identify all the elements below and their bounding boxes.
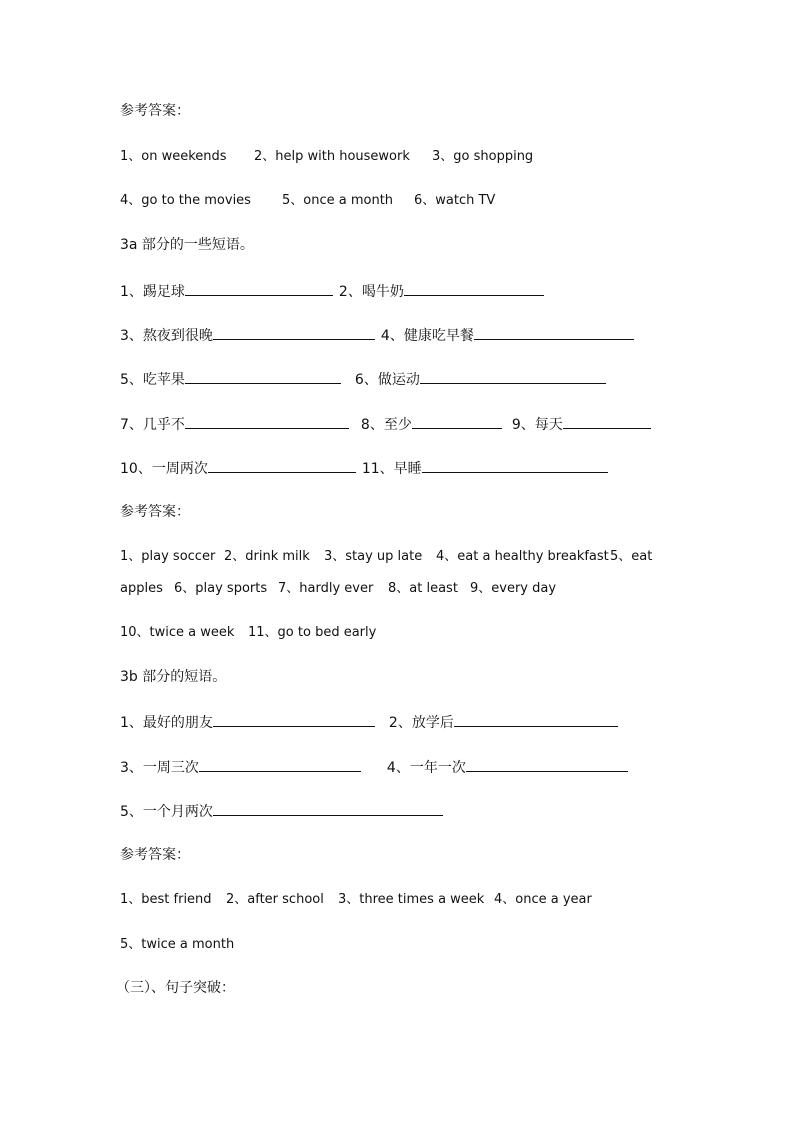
answer-blank[interactable] — [466, 757, 628, 772]
exercise-item: 5、吃苹果 — [120, 372, 185, 388]
answer-row — [120, 547, 652, 567]
answer-item: 3、go shopping — [432, 149, 534, 164]
answer-row — [120, 579, 556, 599]
answer-blank[interactable] — [185, 414, 349, 429]
answer-blank[interactable] — [420, 369, 606, 384]
answer-item: 8、at least — [388, 581, 458, 596]
exercise-row — [120, 801, 449, 821]
answer-item: 1、on weekends — [120, 149, 227, 164]
answer-item: 9、every day — [470, 581, 557, 596]
answer-blank[interactable] — [199, 757, 361, 772]
exercise-item: 6、做运动 — [354, 372, 420, 388]
answer-blank[interactable] — [213, 325, 375, 340]
exercise-row — [120, 458, 614, 478]
answer-blank[interactable] — [563, 414, 651, 429]
exercise-row — [120, 325, 640, 345]
answer-row — [120, 623, 376, 643]
exercise-row — [120, 281, 550, 301]
exercise-item: 4、一年一次 — [386, 760, 466, 776]
exercise-item: 1、踢足球 — [120, 284, 185, 300]
exercise-item: 8、至少 — [360, 417, 412, 433]
answer-item: 10、twice a week — [120, 625, 235, 640]
answer-blank[interactable] — [412, 414, 502, 429]
answer-item: 4、go to the movies — [120, 193, 251, 208]
answer-item: 2、after school — [226, 892, 324, 907]
answer-blank[interactable] — [213, 801, 443, 816]
exercise-item: 5、一个月两次 — [120, 804, 213, 820]
answer-item: 7、hardly ever — [278, 581, 374, 596]
answer-item: 2、help with housework — [254, 149, 410, 164]
exercise-item: 3、一周三次 — [120, 760, 199, 776]
exercise-row — [120, 414, 657, 434]
answer-blank[interactable] — [422, 458, 608, 473]
answer-item: 11、go to bed early — [248, 625, 377, 640]
section-title-sentences: （三）、句子突破： — [116, 980, 235, 996]
answer-row — [120, 191, 495, 211]
answer-heading-2: 参考答案： — [120, 504, 190, 520]
exercise-row — [120, 757, 634, 777]
exercise-item: 2、放学后 — [388, 715, 454, 731]
exercise-item: 1、最好的朋友 — [120, 715, 213, 731]
answer-blank[interactable] — [213, 712, 375, 727]
answer-item: 6、play sports — [174, 581, 268, 596]
answer-item: 5、eat — [610, 549, 653, 564]
answer-item: 3、stay up late — [324, 549, 423, 564]
answer-item: 4、once a year — [494, 892, 592, 907]
answer-blank[interactable] — [185, 369, 341, 384]
answer-item: 1、best friend — [120, 892, 212, 907]
exercise-row — [120, 712, 624, 732]
answer-blank[interactable] — [208, 458, 356, 473]
exercise-row — [120, 369, 612, 389]
answer-heading-1: 参考答案： — [120, 103, 190, 119]
answer-item: 5、twice a month — [120, 937, 235, 952]
answer-item: 2、drink milk — [224, 549, 310, 564]
exercise-item: 2、喝牛奶 — [338, 284, 404, 300]
exercise-item: 9、每天 — [511, 417, 563, 433]
exercise-item: 10、一周两次 — [120, 461, 208, 477]
answer-row — [120, 890, 592, 910]
answer-item: 5、once a month — [282, 193, 394, 208]
answer-item: apples — [120, 581, 163, 596]
exercise-item: 11、早睡 — [361, 461, 422, 477]
exercise-item: 3、熬夜到很晚 — [120, 328, 213, 344]
answer-item: 3、three times a week — [338, 892, 485, 907]
answer-row — [120, 147, 533, 167]
answer-row — [120, 935, 234, 955]
exercise-item: 4、健康吃早餐 — [380, 328, 474, 344]
answer-blank[interactable] — [404, 281, 544, 296]
exercise-item: 7、几乎不 — [120, 417, 185, 433]
answer-blank[interactable] — [454, 712, 618, 727]
answer-item: 6、watch TV — [414, 193, 496, 208]
answer-heading-3: 参考答案： — [120, 847, 190, 863]
answer-blank[interactable] — [185, 281, 333, 296]
answer-item: 1、play soccer — [120, 549, 216, 564]
section-title-3b: 3b 部分的短语。 — [120, 669, 227, 685]
answer-blank[interactable] — [474, 325, 634, 340]
section-title-3a: 3a 部分的一些短语。 — [120, 237, 254, 253]
answer-item: 4、eat a healthy breakfast — [436, 549, 609, 564]
